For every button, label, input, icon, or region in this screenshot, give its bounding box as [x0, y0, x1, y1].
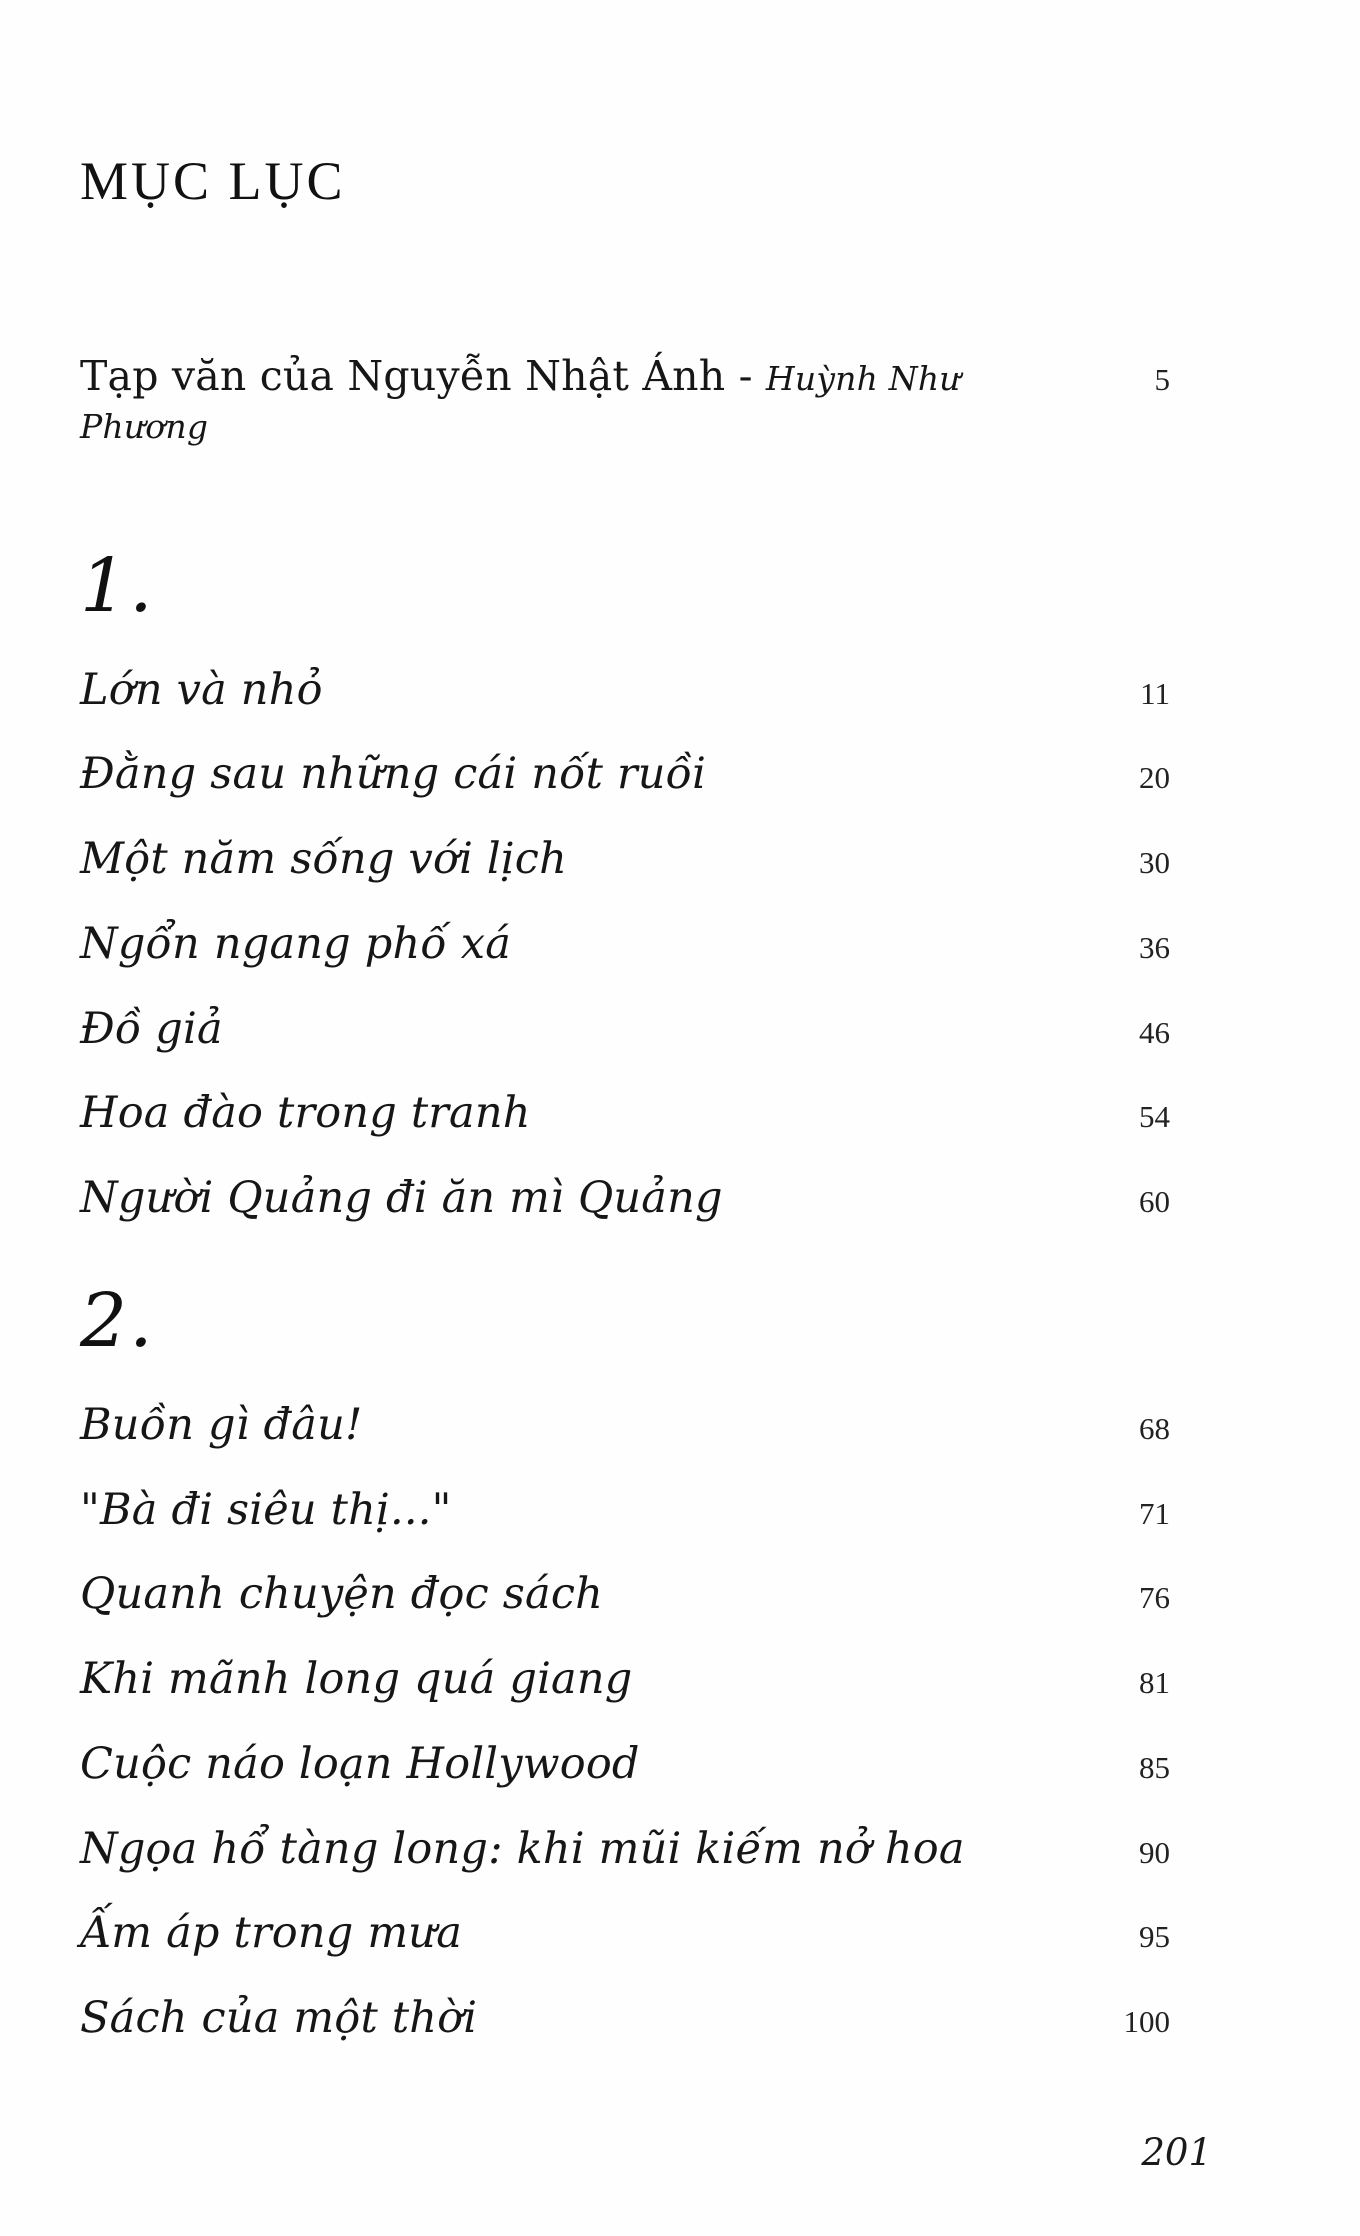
section-number-1: 1.: [80, 542, 155, 629]
toc-entry-title: Khi mãnh long quá giang: [80, 1654, 633, 1705]
toc-entry-page: 54: [1139, 1099, 1170, 1135]
toc-entry-title: Sách của một thời: [80, 1993, 478, 2044]
toc-row: [80, 1739, 1170, 1790]
toc-entry-title: Một năm sống với lịch: [80, 834, 567, 885]
folio-page-number: 201: [1141, 2131, 1212, 2174]
toc-entry-page: 100: [1123, 2004, 1170, 2040]
toc-row: [80, 1908, 1170, 1959]
toc-entry-page: 68: [1139, 1410, 1170, 1446]
toc-entry-page: 81: [1139, 1665, 1170, 1701]
toc-entry-page: 60: [1139, 1184, 1170, 1220]
toc-entry-title: Quanh chuyện đọc sách: [80, 1569, 604, 1620]
toc-row: [80, 665, 1170, 716]
toc-row: [80, 1400, 1170, 1451]
toc-intro-page: 5: [1154, 362, 1170, 397]
toc-row: [80, 1173, 1170, 1224]
toc-entry-title: Lớn và nhỏ: [80, 664, 323, 715]
toc-entry-title: Đồ giả: [80, 1003, 223, 1054]
toc-row: [80, 1088, 1170, 1139]
toc-entry-title: Đằng sau những cái nốt ruồi: [80, 749, 707, 800]
toc-entry-page: 95: [1139, 1919, 1170, 1955]
toc-entry-title: Hoa đào trong tranh: [80, 1088, 531, 1139]
toc-entry-page: 71: [1139, 1495, 1170, 1531]
toc-entry-page: 36: [1139, 929, 1170, 965]
toc-intro-author: Huỳnh Như Phương: [80, 359, 961, 447]
toc-row: [80, 1485, 1170, 1536]
toc-row: [80, 1654, 1170, 1705]
toc-row: [80, 919, 1170, 970]
toc-entry-page: 11: [1140, 675, 1170, 711]
toc-row: [80, 1004, 1170, 1055]
toc-row: [80, 1993, 1170, 2044]
toc-entry-title: Ấm áp trong mưa: [80, 1908, 463, 1959]
toc-entry-title: Ngọa hổ tàng long: khi mũi kiếm nở hoa: [80, 1823, 965, 1874]
toc-row: [80, 1569, 1170, 1620]
toc-entry-title: Người Quảng đi ăn mì Quảng: [80, 1173, 723, 1224]
toc-entry-title: Ngổn ngang phố xá: [80, 918, 512, 969]
section-number-2: 2.: [80, 1277, 155, 1364]
toc-entry-page: 46: [1139, 1014, 1170, 1050]
toc-entry-page: 76: [1139, 1580, 1170, 1616]
toc-row: [80, 749, 1170, 800]
page-title: MỤC LỤC: [80, 151, 346, 211]
toc-entry-title: Buồn gì đâu!: [80, 1399, 363, 1450]
toc-entry-title: "Bà đi siêu thị...": [80, 1484, 452, 1535]
toc-entry-title: Cuộc náo loạn Hollywood: [80, 1738, 640, 1789]
toc-entry-page: 85: [1139, 1749, 1170, 1785]
toc-intro-row: [80, 352, 1170, 449]
toc-entry-page: 20: [1139, 760, 1170, 796]
toc-intro-prefix: Tạp văn của Nguyễn Nhật Ánh -: [80, 352, 766, 400]
toc-entry-page: 30: [1139, 845, 1170, 881]
toc-row: [80, 1824, 1170, 1875]
toc-row: [80, 834, 1170, 885]
toc-entry-page: 90: [1139, 1834, 1170, 1870]
toc-intro-title: [80, 352, 1090, 449]
